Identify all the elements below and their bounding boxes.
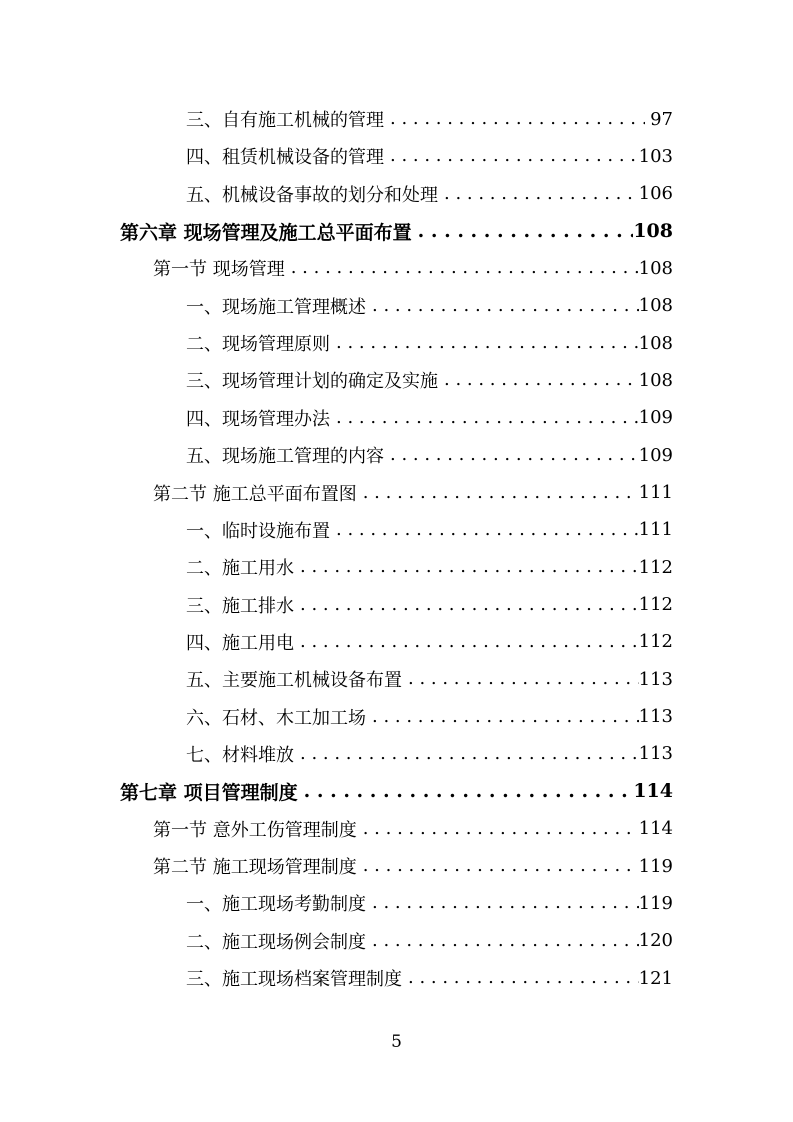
toc-entry-page-number: 112	[638, 631, 673, 653]
toc-dot-leader	[384, 147, 639, 165]
toc-entry-page-number: 119	[638, 892, 673, 914]
toc-entry-page-number: 114	[638, 818, 673, 840]
toc-dot-leader	[357, 484, 639, 502]
toc-entry-page-number: 113	[638, 706, 673, 728]
toc-entry-item[interactable]	[186, 552, 673, 582]
toc-entry-item[interactable]	[186, 739, 673, 769]
toc-entry-item[interactable]	[186, 104, 673, 134]
toc-entry-label: 第七章 项目管理制度	[120, 781, 298, 804]
toc-entry-page-number: 113	[638, 668, 673, 690]
toc-entry-label: 二、施工用水	[186, 558, 294, 580]
toc-entry-label: 第二节 施工现场管理制度	[153, 857, 357, 878]
toc-entry-label: 六、石材、木工加工场	[186, 707, 366, 729]
toc-entry-label: 四、现场管理办法	[186, 408, 330, 430]
toc-entry-page-number: 121	[638, 967, 673, 989]
toc-dot-leader	[412, 222, 634, 241]
toc-entry-item[interactable]	[186, 141, 673, 171]
toc-dot-leader	[366, 297, 639, 315]
toc-entry-page-number: 108	[638, 257, 673, 279]
toc-entry-page-number: 112	[638, 594, 673, 616]
toc-entry-page-number: 103	[638, 145, 673, 167]
toc-entry-page-number: 108	[633, 220, 673, 243]
toc-entry-page-number: 109	[638, 407, 673, 429]
toc-dot-leader	[438, 185, 639, 203]
toc-entry-page-number: 111	[638, 482, 673, 503]
toc-entry-label: 第一节 现场管理	[153, 259, 285, 281]
toc-entry-page-number: 108	[638, 369, 673, 391]
toc-entry-item[interactable]	[186, 963, 673, 993]
toc-dot-leader	[357, 820, 639, 838]
toc-dot-leader	[366, 894, 639, 912]
toc-entry-label: 三、施工排水	[186, 595, 294, 617]
toc-entry-chapter[interactable]	[120, 776, 673, 806]
toc-entry-item[interactable]	[186, 291, 673, 321]
toc-entry-section[interactable]	[153, 814, 673, 844]
toc-entry-label: 五、机械设备事故的划分和处理	[186, 184, 438, 206]
toc-entry-label: 一、临时设施布置	[186, 520, 330, 542]
toc-entry-label: 二、现场管理原则	[186, 334, 330, 356]
toc-dot-leader	[330, 409, 639, 427]
toc-entry-label: 五、主要施工机械设备布置	[186, 670, 402, 692]
toc-entry-label: 七、材料堆放	[186, 744, 294, 766]
toc-dot-leader	[366, 932, 639, 950]
toc-entry-item[interactable]	[186, 515, 673, 545]
toc-entry-label: 第一节 意外工伤管理制度	[153, 819, 357, 841]
toc-dot-leader	[294, 558, 639, 576]
toc-entry-item[interactable]	[186, 926, 673, 956]
toc-entry-page-number: 113	[638, 743, 673, 765]
toc-entry-page-number: 106	[638, 183, 673, 205]
toc-entry-page-number: 97	[650, 108, 673, 130]
toc-dot-leader	[294, 596, 639, 614]
toc-entry-item[interactable]	[186, 590, 673, 620]
toc-entry-label: 二、施工现场例会制度	[186, 931, 366, 953]
toc-entry-label: 四、租赁机械设备的管理	[186, 147, 384, 169]
toc-entry-item[interactable]	[186, 440, 673, 470]
toc-entry-item[interactable]	[186, 328, 673, 358]
toc-entry-page-number: 111	[638, 519, 673, 541]
toc-entry-label: 三、施工现场档案管理制度	[186, 969, 402, 991]
toc-dot-leader	[384, 110, 645, 128]
toc-entry-page-number: 114	[633, 780, 673, 803]
toc-dot-leader	[285, 259, 639, 277]
toc-dot-leader	[294, 745, 639, 763]
toc-entry-label: 三、现场管理计划的确定及实施	[186, 371, 438, 393]
toc-entry-item[interactable]	[186, 365, 673, 395]
toc-dot-leader	[294, 633, 639, 651]
toc-entry-label: 三、自有施工机械的管理	[186, 110, 384, 131]
toc-entry-label: 第二节 施工总平面布置图	[153, 483, 357, 505]
toc-entry-page-number: 108	[638, 332, 673, 354]
toc-entry-page-number: 109	[638, 444, 673, 466]
toc-dot-leader	[438, 371, 639, 389]
toc-entry-item[interactable]	[186, 702, 673, 732]
toc-dot-leader	[384, 446, 639, 464]
toc-dot-leader	[402, 670, 639, 688]
toc-entry-chapter[interactable]	[120, 216, 673, 246]
toc-entry-label: 五、现场施工管理的内容	[186, 446, 384, 468]
toc-entry-item[interactable]	[186, 888, 673, 918]
toc-entry-section[interactable]	[153, 851, 673, 881]
toc-entry-label: 第六章 现场管理及施工总平面布置	[120, 221, 412, 244]
toc-entry-section[interactable]	[153, 478, 673, 508]
toc-dot-leader	[366, 708, 639, 726]
toc-entry-item[interactable]	[186, 664, 673, 694]
toc-entry-section[interactable]	[153, 253, 673, 283]
toc-entry-page-number: 120	[638, 930, 673, 952]
page-number: 5	[391, 1032, 402, 1052]
toc-dot-leader	[298, 782, 634, 801]
toc-entry-label: 一、现场施工管理概述	[186, 296, 366, 318]
toc-entry-item[interactable]	[186, 179, 673, 209]
toc-entry-item[interactable]	[186, 403, 673, 433]
toc-dot-leader	[402, 969, 639, 987]
toc-entry-label: 四、施工用电	[186, 632, 294, 654]
toc-dot-leader	[330, 521, 639, 539]
toc-entry-page-number: 119	[638, 855, 673, 877]
toc-dot-leader	[330, 334, 639, 352]
toc-entry-item[interactable]	[186, 627, 673, 657]
toc-entry-page-number: 112	[638, 556, 673, 578]
toc-entry-label: 一、施工现场考勤制度	[186, 894, 366, 916]
toc-dot-leader	[357, 857, 639, 875]
toc-entry-page-number: 108	[638, 295, 673, 317]
